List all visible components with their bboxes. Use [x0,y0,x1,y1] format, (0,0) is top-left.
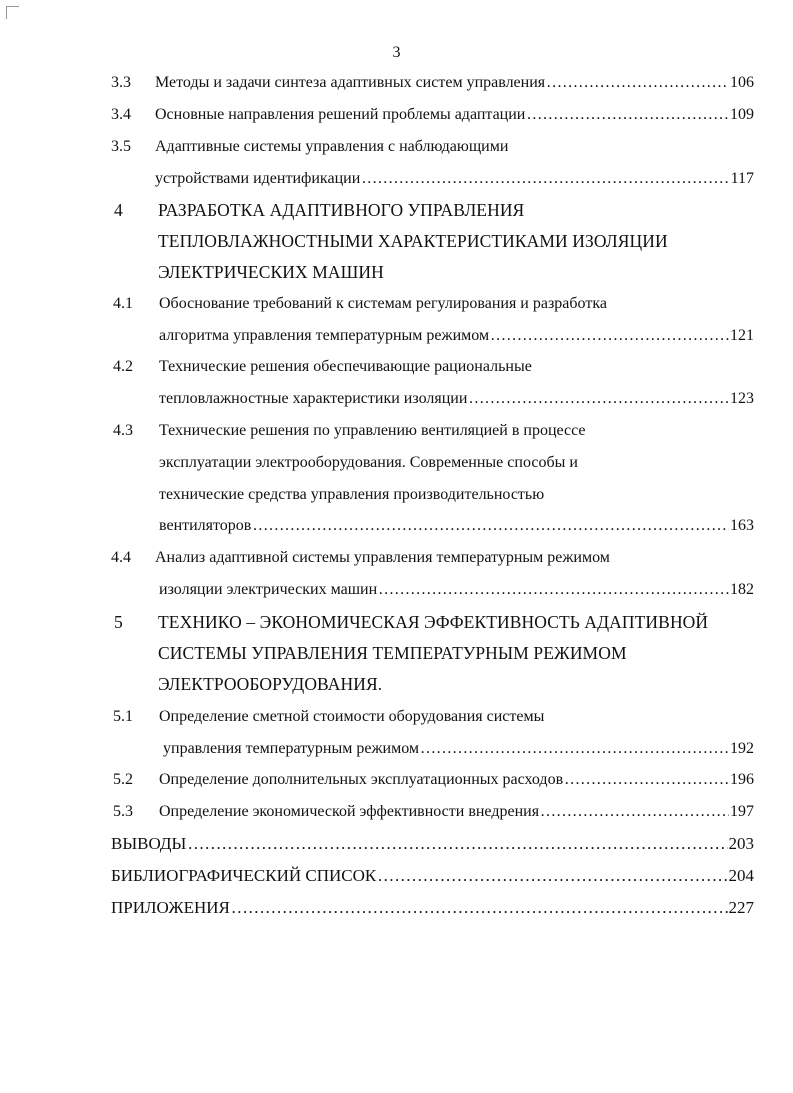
toc-entry-3-4[interactable] [155,105,754,125]
toc-section-4-title-line2: ТЕПЛОВЛАЖНОСТНЫМИ ХАРАКТЕРИСТИКАМИ ИЗОЛЯЦИИ [158,231,668,251]
toc-entry-bibliography-title: БИБЛИОГРАФИЧЕСКИЙ СПИСОК [111,866,377,885]
toc-leader-dots [468,389,729,409]
toc-section-4-number: 4 [114,200,123,220]
toc-entry-4-1[interactable] [159,326,754,346]
toc-entry-5-1-title-line1: Определение сметной стоимости оборудования системы [159,708,545,725]
toc-entry-3-5-title-line1: Адаптивные системы управления с наблюдающими [155,138,509,155]
toc-entry-3-4-page: 109 [730,106,754,123]
toc-entry-4-1-title-line2: алгоритма управления температурным режимом [159,327,490,344]
toc-leader-dots [187,834,727,854]
toc-entry-3-5-title-line2: устройствами идентификации [155,170,361,187]
toc-entry-5-1-number: 5.1 [113,708,133,725]
toc-entry-5-1[interactable] [163,739,754,759]
toc-entry-conclusions-page: 203 [728,834,754,853]
toc-entry-appendices-title: ПРИЛОЖЕНИЯ [111,898,230,917]
toc-entry-5-3[interactable] [159,802,754,822]
toc-entry-4-2[interactable] [159,389,754,409]
toc-entry-3-5-number: 3.5 [111,138,131,155]
toc-section-5-number: 5 [114,612,123,632]
toc-entry-3-5[interactable] [155,169,754,189]
toc-section-4-title-line3: ЭЛЕКТРИЧЕСКИХ МАШИН [158,262,384,282]
toc-entry-5-2-page: 196 [730,771,754,788]
toc-leader-dots [540,802,729,822]
toc-entry-appendices-page: 227 [728,898,754,917]
toc-leader-dots [526,105,729,125]
toc-section-5-title-line3: ЭЛЕКТРООБОРУДОВАНИЯ. [158,674,383,694]
toc-entry-5-3-page: 197 [730,803,754,820]
toc-entry-conclusions-title: ВЫВОДЫ [111,834,187,853]
toc-section-4-title-line1[interactable]: РАЗРАБОТКА АДАПТИВНОГО УПРАВЛЕНИЯ [158,200,525,220]
toc-entry-4-4-number: 4.4 [111,549,131,566]
toc-entry-bibliography[interactable] [111,866,754,886]
toc-entry-4-4-page: 182 [730,581,754,598]
toc-entry-4-3-title-line4: вентиляторов [159,517,252,534]
toc-entry-appendices[interactable] [111,898,754,918]
toc-leader-dots [231,898,728,918]
toc-entry-4-4-title-line1: Анализ адаптивной системы управления температурным режимом [155,549,610,566]
toc-entry-4-1-number: 4.1 [113,295,133,312]
toc-entry-5-3-title: Определение экономической эффективности внедрения [159,803,540,820]
toc-leader-dots [546,73,729,93]
toc-entry-4-4[interactable] [159,580,754,600]
toc-entry-4-2-number: 4.2 [113,358,133,375]
scan-corner-mark [6,6,19,19]
toc-entry-4-3-number: 4.3 [113,422,133,439]
toc-entry-5-2-number: 5.2 [113,771,133,788]
toc-entry-4-3[interactable] [159,516,754,536]
toc-section-5-title-line1[interactable]: ТЕХНИКО – ЭКОНОМИЧЕСКАЯ ЭФФЕКТИВНОСТЬ АДАПТИВНОЙ [158,612,709,632]
toc-entry-4-1-title-line1: Обоснование требований к системам регулирования и разработка [159,295,607,312]
toc-entry-3-3-number: 3.3 [111,74,131,91]
toc-leader-dots [252,516,729,536]
toc-entry-5-3-number: 5.3 [113,803,133,820]
toc-entry-4-4-title-line2: изоляции электрических машин [159,581,378,598]
toc-leader-dots [361,169,729,189]
toc-entry-4-2-title-line2: тепловлажностные характеристики изоляции [159,390,468,407]
toc-entry-4-3-title-line2: эксплуатации электрооборудования. Современные способы и [159,454,578,471]
toc-entry-3-3-title: Методы и задачи синтеза адаптивных систем управления [155,74,546,91]
toc-entry-5-2-title: Определение дополнительных эксплуатационных расходов [159,771,564,788]
toc-entry-4-3-title-line1: Технические решения по управлению вентиляцией в процессе [159,422,586,439]
toc-entry-bibliography-page: 204 [728,866,754,885]
toc-leader-dots [564,770,729,790]
toc-entry-5-1-title-line2: управления температурным режимом [163,740,420,757]
toc-entry-5-1-page: 192 [730,740,754,757]
toc-entry-4-3-page: 163 [730,517,754,534]
toc-entry-4-2-title-line1: Технические решения обеспечивающие рациональные [159,358,532,375]
toc-section-5-title-line2: СИСТЕМЫ УПРАВЛЕНИЯ ТЕМПЕРАТУРНЫМ РЕЖИМОМ [158,643,627,663]
toc-entry-3-4-number: 3.4 [111,106,131,123]
toc-entry-3-5-page: 117 [730,170,754,187]
toc-entry-conclusions[interactable] [111,834,754,854]
toc-leader-dots [377,866,727,886]
toc-leader-dots [490,326,729,346]
toc-leader-dots [378,580,729,600]
page-number: 3 [392,44,401,61]
toc-leader-dots [420,739,729,759]
toc-entry-3-3[interactable] [155,73,754,93]
toc-entry-3-3-page: 106 [730,74,754,91]
toc-entry-3-4-title: Основные направления решений проблемы адаптации [155,106,526,123]
toc-entry-4-3-title-line3: технические средства управления производительностью [159,486,545,503]
toc-entry-5-2[interactable] [159,770,754,790]
toc-entry-4-2-page: 123 [730,390,754,407]
toc-entry-4-1-page: 121 [730,327,754,344]
